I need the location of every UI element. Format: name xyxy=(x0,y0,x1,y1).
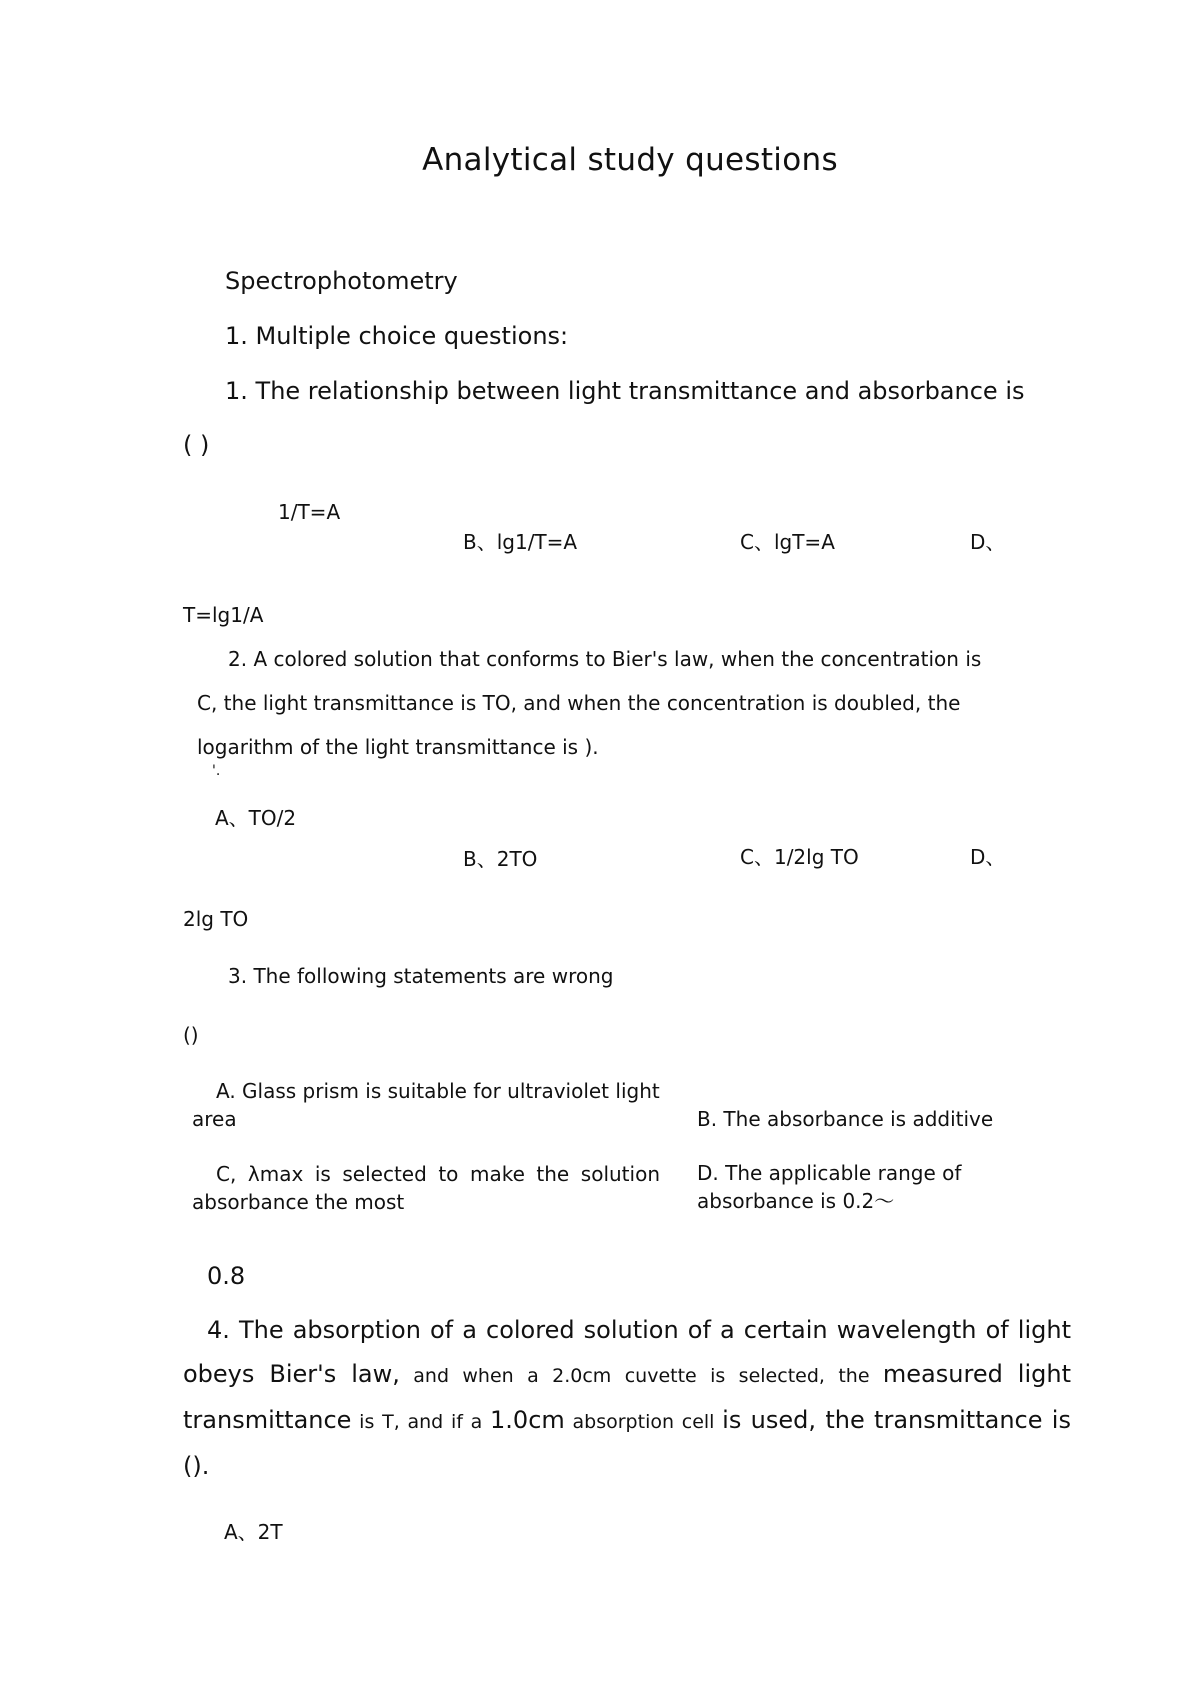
part-heading: 1. Multiple choice questions: xyxy=(225,322,569,350)
question-4-segment: absorption cell xyxy=(564,1411,723,1433)
question-4-segment: is T, and if a xyxy=(351,1411,491,1433)
question-1-option-d-continued: T=lg1/A xyxy=(183,603,264,627)
question-2-line-3: logarithm of the light transmittance is ). xyxy=(197,735,599,759)
stray-mark: '. xyxy=(212,763,221,779)
question-1-option-a: 1/T=A xyxy=(278,500,341,524)
question-3-text: 3. The following statements are wrong xyxy=(228,964,614,988)
question-1-option-c: C、lgT=A xyxy=(740,530,835,554)
question-1-option-d: D、 xyxy=(970,530,1006,554)
question-4-segment: is used, the transmittance is (). xyxy=(183,1406,1071,1480)
question-2-option-b: B、2TO xyxy=(463,847,538,871)
question-2-option-a: A、TO/2 xyxy=(215,806,297,830)
question-3-option-c: C, λmax is selected to make the solution absorbance the most xyxy=(192,1162,660,1214)
question-3-option-d: D. The applicable range of absorbance is 0.2～ xyxy=(697,1161,962,1213)
question-2-option-c: C、1/2lg TO xyxy=(740,845,859,869)
question-2-line-2: C, the light transmittance is TO, and when the concentration is doubled, the xyxy=(197,691,961,715)
question-1-option-b: B、lg1/T=A xyxy=(463,530,578,554)
question-3-option-b: B. The absorbance is additive xyxy=(697,1107,994,1131)
section-heading: Spectrophotometry xyxy=(225,267,458,295)
question-4-segment: 1.0cm xyxy=(490,1406,565,1434)
question-4-option-a: A、2T xyxy=(224,1520,283,1544)
question-2-line-1: 2. A colored solution that conforms to Bier's law, when the concentration is xyxy=(228,647,982,671)
question-3-option-a: A. Glass prism is suitable for ultraviolet light area xyxy=(192,1079,660,1131)
question-2-option-d-continued: 2lg TO xyxy=(183,907,249,931)
question-4-text xyxy=(183,1308,1071,1488)
question-3-bracket: () xyxy=(183,1023,199,1047)
question-2-option-d: D、 xyxy=(970,845,1006,869)
question-4-segment: measured light transmittance xyxy=(183,1360,1071,1434)
question-3-option-d-continued: 0.8 xyxy=(207,1262,246,1290)
question-4-segment: 4. The absorption of a colored solution of a certain wavelength of light obeys Bier's law, xyxy=(183,1316,1071,1388)
question-1-bracket: ( ) xyxy=(183,431,210,459)
question-4-segment: and when a 2.0cm cuvette is selected, the xyxy=(399,1365,883,1387)
page-title: Analytical study questions xyxy=(422,142,838,178)
question-1-text: 1. The relationship between light transmittance and absorbance is xyxy=(225,377,1025,405)
